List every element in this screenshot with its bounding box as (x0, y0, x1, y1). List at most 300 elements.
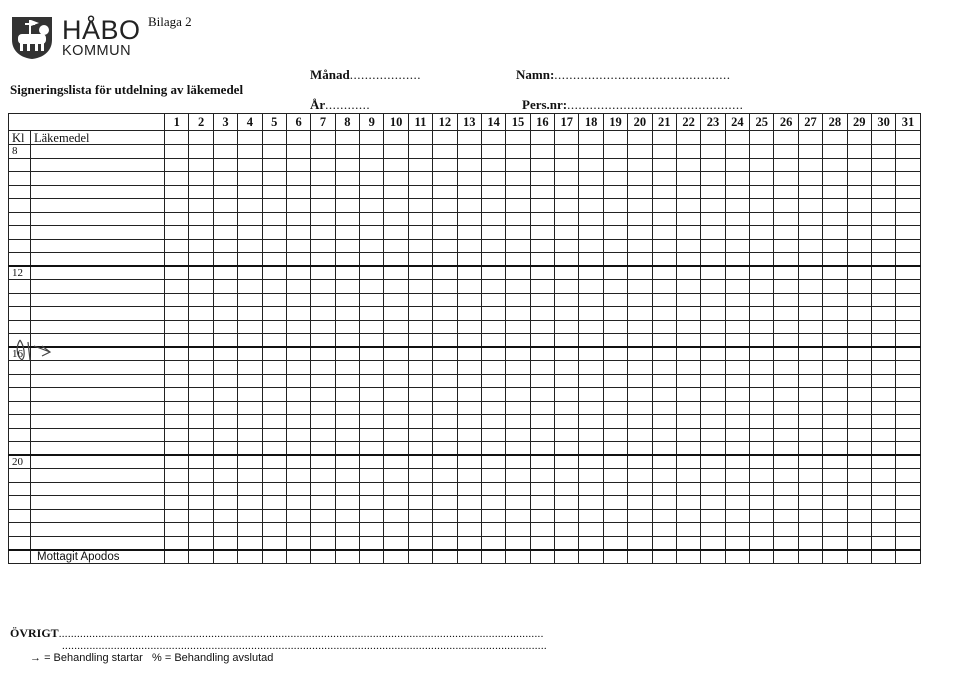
medication-cell[interactable] (31, 482, 165, 496)
signature-cell[interactable] (750, 280, 774, 294)
signature-cell[interactable] (847, 401, 871, 415)
signature-cell[interactable] (871, 280, 895, 294)
signature-cell[interactable] (384, 293, 408, 307)
signature-cell[interactable] (384, 334, 408, 348)
signature-cell[interactable] (871, 388, 895, 402)
signature-cell[interactable] (506, 158, 530, 172)
signature-cell[interactable] (847, 469, 871, 483)
signature-cell[interactable] (603, 158, 627, 172)
signature-cell[interactable] (896, 212, 920, 226)
signature-cell[interactable] (262, 212, 286, 226)
signature-cell[interactable] (311, 401, 335, 415)
signature-cell[interactable] (238, 334, 262, 348)
signature-cell[interactable] (262, 482, 286, 496)
signature-cell[interactable] (579, 334, 603, 348)
signature-cell[interactable] (774, 550, 798, 564)
signature-cell[interactable] (457, 226, 481, 240)
signature-cell[interactable] (457, 482, 481, 496)
signature-cell[interactable] (433, 293, 457, 307)
signature-cell[interactable] (311, 280, 335, 294)
signature-cell[interactable] (311, 469, 335, 483)
signature-cell[interactable] (652, 523, 676, 537)
signature-cell[interactable] (652, 334, 676, 348)
signature-cell[interactable] (238, 428, 262, 442)
signature-cell[interactable] (774, 293, 798, 307)
signature-cell[interactable] (189, 347, 213, 361)
signature-cell[interactable] (457, 496, 481, 510)
signature-cell[interactable] (238, 212, 262, 226)
signature-cell[interactable] (408, 212, 432, 226)
signature-cell[interactable] (213, 415, 237, 429)
signature-cell[interactable] (847, 361, 871, 375)
signature-cell[interactable] (847, 226, 871, 240)
signature-cell[interactable] (481, 293, 505, 307)
signature-cell[interactable] (628, 415, 652, 429)
signature-cell[interactable] (823, 293, 847, 307)
signature-cell[interactable] (457, 131, 481, 145)
signature-cell[interactable] (676, 199, 700, 213)
signature-cell[interactable] (360, 293, 384, 307)
signature-cell[interactable] (165, 523, 189, 537)
signature-cell[interactable] (652, 280, 676, 294)
signature-cell[interactable] (360, 374, 384, 388)
signature-cell[interactable] (189, 469, 213, 483)
signature-cell[interactable] (433, 469, 457, 483)
signature-cell[interactable] (628, 253, 652, 267)
signature-cell[interactable] (555, 401, 579, 415)
signature-cell[interactable] (823, 226, 847, 240)
signature-cell[interactable] (774, 469, 798, 483)
signature-cell[interactable] (286, 280, 310, 294)
signature-cell[interactable] (603, 482, 627, 496)
signature-cell[interactable] (457, 172, 481, 186)
signature-cell[interactable] (165, 280, 189, 294)
signature-cell[interactable] (871, 307, 895, 321)
signature-cell[interactable] (823, 523, 847, 537)
signature-cell[interactable] (238, 415, 262, 429)
signature-cell[interactable] (165, 226, 189, 240)
signature-cell[interactable] (311, 482, 335, 496)
signature-cell[interactable] (896, 172, 920, 186)
signature-cell[interactable] (360, 226, 384, 240)
signature-cell[interactable] (165, 361, 189, 375)
signature-cell[interactable] (847, 455, 871, 469)
signature-cell[interactable] (481, 131, 505, 145)
signature-cell[interactable] (286, 158, 310, 172)
signature-cell[interactable] (579, 239, 603, 253)
signature-cell[interactable] (774, 212, 798, 226)
signature-cell[interactable] (384, 361, 408, 375)
signature-cell[interactable] (603, 523, 627, 537)
signature-cell[interactable] (408, 482, 432, 496)
signature-cell[interactable] (506, 374, 530, 388)
signature-cell[interactable] (896, 469, 920, 483)
signature-cell[interactable] (481, 158, 505, 172)
signature-cell[interactable] (433, 266, 457, 280)
signature-cell[interactable] (433, 253, 457, 267)
signature-cell[interactable] (798, 415, 822, 429)
signature-cell[interactable] (238, 388, 262, 402)
signature-cell[interactable] (847, 307, 871, 321)
signature-cell[interactable] (847, 536, 871, 550)
signature-cell[interactable] (506, 293, 530, 307)
signature-cell[interactable] (384, 145, 408, 159)
signature-cell[interactable] (165, 199, 189, 213)
signature-cell[interactable] (384, 131, 408, 145)
signature-cell[interactable] (847, 496, 871, 510)
signature-cell[interactable] (847, 509, 871, 523)
signature-cell[interactable] (384, 428, 408, 442)
signature-cell[interactable] (652, 145, 676, 159)
signature-cell[interactable] (725, 320, 749, 334)
signature-cell[interactable] (311, 253, 335, 267)
signature-cell[interactable] (286, 347, 310, 361)
signature-cell[interactable] (603, 199, 627, 213)
signature-cell[interactable] (530, 266, 554, 280)
signature-cell[interactable] (506, 428, 530, 442)
signature-cell[interactable] (433, 374, 457, 388)
signature-cell[interactable] (360, 307, 384, 321)
signature-cell[interactable] (262, 307, 286, 321)
signature-cell[interactable] (847, 199, 871, 213)
medication-cell[interactable] (31, 239, 165, 253)
signature-cell[interactable] (774, 415, 798, 429)
signature-cell[interactable] (750, 131, 774, 145)
signature-cell[interactable] (433, 415, 457, 429)
signature-cell[interactable] (433, 428, 457, 442)
signature-cell[interactable] (286, 145, 310, 159)
signature-cell[interactable] (628, 172, 652, 186)
signature-cell[interactable] (701, 469, 725, 483)
signature-cell[interactable] (823, 482, 847, 496)
signature-cell[interactable] (652, 266, 676, 280)
signature-cell[interactable] (579, 442, 603, 456)
signature-cell[interactable] (286, 293, 310, 307)
signature-cell[interactable] (286, 496, 310, 510)
signature-cell[interactable] (165, 455, 189, 469)
signature-cell[interactable] (896, 509, 920, 523)
signature-cell[interactable] (896, 320, 920, 334)
signature-cell[interactable] (676, 401, 700, 415)
signature-cell[interactable] (384, 320, 408, 334)
signature-cell[interactable] (628, 131, 652, 145)
signature-cell[interactable] (360, 185, 384, 199)
signature-cell[interactable] (555, 361, 579, 375)
signature-cell[interactable] (579, 172, 603, 186)
signature-cell[interactable] (481, 334, 505, 348)
signature-cell[interactable] (871, 523, 895, 537)
signature-cell[interactable] (628, 158, 652, 172)
signature-cell[interactable] (774, 253, 798, 267)
signature-cell[interactable] (555, 320, 579, 334)
signature-cell[interactable] (555, 374, 579, 388)
signature-cell[interactable] (408, 266, 432, 280)
medication-cell[interactable] (31, 266, 165, 280)
signature-cell[interactable] (360, 388, 384, 402)
signature-cell[interactable] (603, 428, 627, 442)
signature-cell[interactable] (481, 428, 505, 442)
signature-cell[interactable] (481, 226, 505, 240)
signature-cell[interactable] (506, 266, 530, 280)
signature-cell[interactable] (360, 455, 384, 469)
signature-cell[interactable] (457, 401, 481, 415)
signature-cell[interactable] (286, 523, 310, 537)
signature-cell[interactable] (725, 226, 749, 240)
signature-cell[interactable] (189, 509, 213, 523)
signature-cell[interactable] (286, 469, 310, 483)
signature-cell[interactable] (798, 347, 822, 361)
signature-cell[interactable] (579, 253, 603, 267)
signature-cell[interactable] (701, 536, 725, 550)
signature-cell[interactable] (360, 212, 384, 226)
signature-cell[interactable] (408, 509, 432, 523)
signature-cell[interactable] (676, 509, 700, 523)
signature-cell[interactable] (238, 239, 262, 253)
signature-cell[interactable] (189, 199, 213, 213)
signature-cell[interactable] (530, 415, 554, 429)
signature-cell[interactable] (555, 239, 579, 253)
signature-cell[interactable] (676, 145, 700, 159)
signature-cell[interactable] (262, 266, 286, 280)
signature-cell[interactable] (213, 226, 237, 240)
signature-cell[interactable] (530, 253, 554, 267)
signature-cell[interactable] (481, 239, 505, 253)
signature-cell[interactable] (335, 158, 359, 172)
signature-cell[interactable] (384, 536, 408, 550)
signature-cell[interactable] (165, 307, 189, 321)
signature-cell[interactable] (555, 172, 579, 186)
signature-cell[interactable] (798, 442, 822, 456)
signature-cell[interactable] (165, 509, 189, 523)
signature-cell[interactable] (823, 266, 847, 280)
medication-cell[interactable] (31, 401, 165, 415)
signature-cell[interactable] (652, 388, 676, 402)
signature-cell[interactable] (603, 415, 627, 429)
signature-cell[interactable] (238, 401, 262, 415)
signature-cell[interactable] (506, 253, 530, 267)
signature-cell[interactable] (335, 253, 359, 267)
signature-cell[interactable] (628, 212, 652, 226)
signature-cell[interactable] (481, 550, 505, 564)
signature-cell[interactable] (798, 185, 822, 199)
signature-cell[interactable] (481, 361, 505, 375)
signature-cell[interactable] (213, 212, 237, 226)
signature-cell[interactable] (408, 388, 432, 402)
signature-cell[interactable] (628, 347, 652, 361)
signature-cell[interactable] (457, 428, 481, 442)
signature-cell[interactable] (750, 266, 774, 280)
signature-cell[interactable] (165, 536, 189, 550)
signature-cell[interactable] (165, 442, 189, 456)
signature-cell[interactable] (335, 415, 359, 429)
signature-cell[interactable] (189, 172, 213, 186)
signature-cell[interactable] (652, 469, 676, 483)
signature-cell[interactable] (408, 455, 432, 469)
signature-cell[interactable] (481, 388, 505, 402)
signature-cell[interactable] (530, 347, 554, 361)
signature-cell[interactable] (871, 361, 895, 375)
signature-cell[interactable] (262, 172, 286, 186)
signature-cell[interactable] (165, 158, 189, 172)
signature-cell[interactable] (433, 212, 457, 226)
signature-cell[interactable] (628, 496, 652, 510)
signature-cell[interactable] (481, 347, 505, 361)
signature-cell[interactable] (286, 320, 310, 334)
signature-cell[interactable] (555, 469, 579, 483)
signature-cell[interactable] (628, 523, 652, 537)
signature-cell[interactable] (530, 442, 554, 456)
signature-cell[interactable] (311, 131, 335, 145)
signature-cell[interactable] (603, 496, 627, 510)
signature-cell[interactable] (165, 185, 189, 199)
signature-cell[interactable] (871, 401, 895, 415)
signature-cell[interactable] (408, 226, 432, 240)
signature-cell[interactable] (871, 347, 895, 361)
signature-cell[interactable] (433, 307, 457, 321)
signature-cell[interactable] (896, 226, 920, 240)
signature-cell[interactable] (286, 482, 310, 496)
signature-cell[interactable] (433, 239, 457, 253)
medication-cell[interactable] (31, 523, 165, 537)
signature-cell[interactable] (652, 199, 676, 213)
signature-cell[interactable] (335, 523, 359, 537)
signature-cell[interactable] (433, 185, 457, 199)
signature-cell[interactable] (311, 158, 335, 172)
signature-cell[interactable] (189, 415, 213, 429)
signature-cell[interactable] (238, 226, 262, 240)
signature-cell[interactable] (896, 280, 920, 294)
signature-cell[interactable] (774, 239, 798, 253)
signature-cell[interactable] (896, 253, 920, 267)
signature-cell[interactable] (165, 415, 189, 429)
signature-cell[interactable] (165, 145, 189, 159)
signature-cell[interactable] (847, 482, 871, 496)
signature-cell[interactable] (189, 523, 213, 537)
signature-cell[interactable] (725, 442, 749, 456)
signature-cell[interactable] (506, 145, 530, 159)
signature-cell[interactable] (798, 509, 822, 523)
signature-cell[interactable] (213, 388, 237, 402)
signature-cell[interactable] (384, 226, 408, 240)
signature-cell[interactable] (555, 212, 579, 226)
signature-cell[interactable] (457, 469, 481, 483)
signature-cell[interactable] (335, 226, 359, 240)
signature-cell[interactable] (579, 401, 603, 415)
signature-cell[interactable] (238, 320, 262, 334)
signature-cell[interactable] (750, 496, 774, 510)
signature-cell[interactable] (481, 482, 505, 496)
signature-cell[interactable] (262, 226, 286, 240)
signature-cell[interactable] (725, 212, 749, 226)
signature-cell[interactable] (701, 347, 725, 361)
signature-cell[interactable] (676, 536, 700, 550)
signature-cell[interactable] (750, 388, 774, 402)
signature-cell[interactable] (823, 361, 847, 375)
signature-cell[interactable] (750, 172, 774, 186)
signature-cell[interactable] (286, 442, 310, 456)
signature-cell[interactable] (725, 523, 749, 537)
signature-cell[interactable] (847, 172, 871, 186)
signature-cell[interactable] (384, 388, 408, 402)
signature-cell[interactable] (750, 536, 774, 550)
signature-cell[interactable] (652, 293, 676, 307)
signature-cell[interactable] (676, 469, 700, 483)
signature-cell[interactable] (555, 550, 579, 564)
signature-cell[interactable] (165, 266, 189, 280)
signature-cell[interactable] (408, 361, 432, 375)
signature-cell[interactable] (603, 131, 627, 145)
signature-cell[interactable] (213, 509, 237, 523)
signature-cell[interactable] (628, 199, 652, 213)
signature-cell[interactable] (823, 388, 847, 402)
signature-cell[interactable] (798, 523, 822, 537)
signature-cell[interactable] (603, 401, 627, 415)
signature-cell[interactable] (360, 199, 384, 213)
signature-cell[interactable] (896, 199, 920, 213)
signature-cell[interactable] (262, 158, 286, 172)
signature-cell[interactable] (457, 361, 481, 375)
signature-cell[interactable] (701, 293, 725, 307)
signature-cell[interactable] (847, 253, 871, 267)
signature-cell[interactable] (433, 442, 457, 456)
signature-cell[interactable] (750, 199, 774, 213)
signature-cell[interactable] (238, 253, 262, 267)
signature-cell[interactable] (603, 334, 627, 348)
signature-cell[interactable] (725, 280, 749, 294)
signature-cell[interactable] (335, 185, 359, 199)
signature-cell[interactable] (774, 536, 798, 550)
signature-cell[interactable] (165, 388, 189, 402)
signature-cell[interactable] (286, 455, 310, 469)
medication-cell[interactable] (31, 442, 165, 456)
signature-cell[interactable] (750, 428, 774, 442)
signature-cell[interactable] (433, 388, 457, 402)
signature-cell[interactable] (896, 361, 920, 375)
signature-cell[interactable] (238, 455, 262, 469)
signature-cell[interactable] (823, 158, 847, 172)
signature-cell[interactable] (603, 320, 627, 334)
signature-cell[interactable] (506, 185, 530, 199)
signature-cell[interactable] (871, 536, 895, 550)
signature-cell[interactable] (262, 388, 286, 402)
signature-cell[interactable] (750, 509, 774, 523)
signature-cell[interactable] (701, 374, 725, 388)
signature-cell[interactable] (457, 212, 481, 226)
signature-cell[interactable] (579, 199, 603, 213)
signature-cell[interactable] (530, 199, 554, 213)
signature-cell[interactable] (481, 523, 505, 537)
signature-cell[interactable] (676, 131, 700, 145)
personal-number-field[interactable] (522, 97, 743, 113)
signature-cell[interactable] (798, 131, 822, 145)
signature-cell[interactable] (408, 131, 432, 145)
signature-cell[interactable] (701, 523, 725, 537)
signature-cell[interactable] (701, 131, 725, 145)
signature-cell[interactable] (213, 442, 237, 456)
signature-cell[interactable] (823, 145, 847, 159)
signature-cell[interactable] (847, 428, 871, 442)
signature-cell[interactable] (847, 523, 871, 537)
signature-cell[interactable] (238, 482, 262, 496)
signature-cell[interactable] (189, 131, 213, 145)
signature-cell[interactable] (457, 374, 481, 388)
signature-cell[interactable] (335, 550, 359, 564)
signature-cell[interactable] (408, 536, 432, 550)
signature-cell[interactable] (798, 496, 822, 510)
signature-cell[interactable] (701, 199, 725, 213)
signature-cell[interactable] (262, 280, 286, 294)
signature-cell[interactable] (701, 158, 725, 172)
